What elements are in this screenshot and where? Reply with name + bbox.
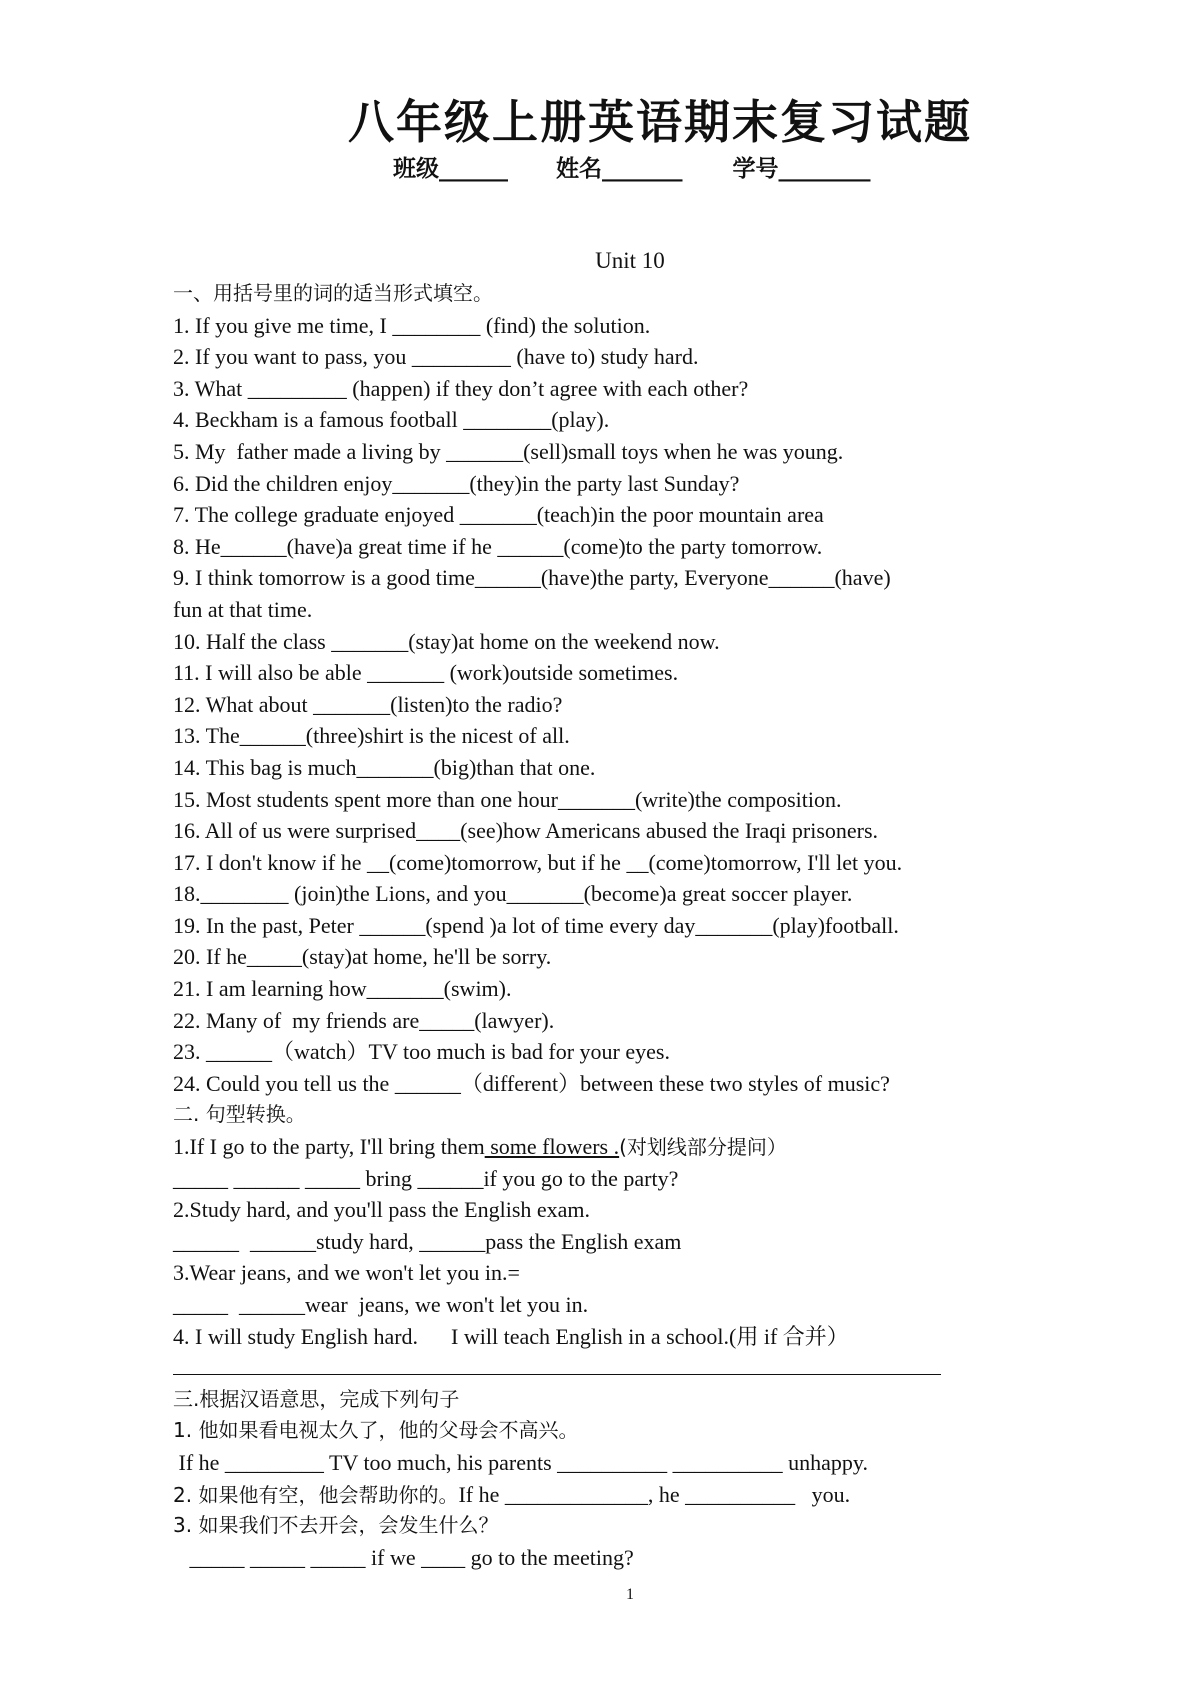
exercise-item: 24. Could you tell us the ______（different）between these two styles of music? [173, 1070, 890, 1096]
worksheet-body [173, 278, 1173, 1573]
section2-heading: 二. 句型转换。 [173, 1102, 306, 1127]
q2-en-text: If he _____________, he __________ you. [458, 1481, 851, 1507]
section2-question-1 [173, 1131, 1173, 1163]
section1-heading: 一、用括号里的词的适当形式填空。 [173, 281, 493, 305]
exercise-item: 13. The______(three)shirt is the nicest of all. [173, 723, 570, 749]
exercise-item: 2. If you want to pass, you _________ (have to) study hard. [173, 344, 699, 370]
exercise-item: 11. I will also be able _______ (work)outside sometimes. [173, 660, 679, 686]
answer-line [173, 1352, 1173, 1384]
exercise-item: 3. What _________ (happen) if they don’t agree with each other? [173, 375, 749, 401]
section2-question-3: 3.Wear jeans, and we won't let you in.= [173, 1260, 520, 1286]
name-field: 姓名_______ [556, 156, 683, 182]
exercise-item: 14. This bag is much_______(big)than that one. [173, 754, 596, 780]
exercise-item: 9. I think tomorrow is a good time______(have)the party, Everyone______(have) [173, 565, 891, 591]
exercise-item: 6. Did the children enjoy_______(they)in the party last Sunday? [173, 470, 740, 496]
student-info-line [393, 150, 871, 183]
section3-question-1-en: If he _________ TV too much, his parents __________ __________ unhappy. [173, 1449, 868, 1475]
section2-question-4: 4. I will study English hard. I will teach English in a school.(用 if 合并） [173, 1323, 849, 1349]
section2-question-2: 2.Study hard, and you'll pass the English exam. [173, 1197, 591, 1223]
exercise-item: 5. My father made a living by _______(sell)small toys when he was young. [173, 438, 844, 464]
section3-question-3-cn: 3. 如果我们不去开会，会发生什么？ [173, 1513, 499, 1538]
exercise-item: 8. He______(have)a great time if he ______(come)to the party tomorrow. [173, 533, 823, 559]
exercise-item: 15. Most students spent more than one hour_______(write)the composition. [173, 786, 842, 812]
exercise-item: 1. If you give me time, I ________ (find) the solution. [173, 312, 651, 338]
number-field: 学号________ [732, 156, 871, 182]
q1-underlined-part: some flowers . [484, 1134, 620, 1160]
exercise-item: 16. All of us were surprised____(see)how Americans abused the Iraqi prisoners. [173, 818, 879, 844]
exercise-item: 20. If he_____(stay)at home, he'll be sorry. [173, 944, 552, 970]
exercise-item: 21. I am learning how_______(swim). [173, 976, 512, 1002]
q1-instruction: (对划线部分提问） [619, 1135, 787, 1160]
q1-text: 1.If I go to the party, I'll bring them [173, 1134, 485, 1160]
section2-answer-2: ______ ______study hard, ______pass the English exam [173, 1228, 682, 1254]
class-field: 班级______ [393, 156, 508, 182]
exercise-item: 4. Beckham is a famous football ________(play). [173, 407, 610, 433]
exercise-item: 18.________ (join)the Lions, and you_______(become)a great soccer player. [173, 881, 853, 907]
section3-heading: 三.根据汉语意思，完成下列句子 [173, 1386, 460, 1411]
exercise-item: 22. Many of my friends are_____(lawyer). [173, 1007, 555, 1033]
section3-question-1-cn: 1. 他如果看电视太久了，他的父母会不高兴。 [173, 1418, 579, 1443]
exercise-item: 23. ______（watch）TV too much is bad for your eyes. [173, 1039, 670, 1065]
page-title: 八年级上册英语期末复习试题 [348, 95, 972, 149]
exercise-item: 12. What about _______(listen)to the radio? [173, 691, 563, 717]
exercise-item: fun at that time. [173, 596, 313, 622]
section2-answer-3: _____ ______wear jeans, we won't let you in. [173, 1292, 589, 1317]
exercise-item: 7. The college graduate enjoyed _______(teach)in the poor mountain area [173, 502, 824, 528]
section1-items [173, 310, 1173, 1100]
section2-answer-1: _____ ______ _____ bring ______if you go to the party? [173, 1165, 679, 1191]
q2-cn-text: 2. 如果他有空，他会帮助你的。 [173, 1482, 459, 1507]
section3-question-3-en: _____ _____ _____ if we ____ go to the meeting? [173, 1544, 634, 1570]
exercise-item: 19. In the past, Peter ______(spend )a lot of time every day_______(play)football. [173, 912, 899, 938]
unit-heading: Unit 10 [595, 248, 665, 273]
section3-question-2 [173, 1479, 1173, 1511]
exercise-item: 10. Half the class _______(stay)at home on the weekend now. [173, 628, 720, 654]
exercise-item: 17. I don't know if he __(come)tomorrow, but if he __(come)tomorrow, I'll let you. [173, 849, 903, 875]
page-number: 1 [626, 1586, 634, 1603]
